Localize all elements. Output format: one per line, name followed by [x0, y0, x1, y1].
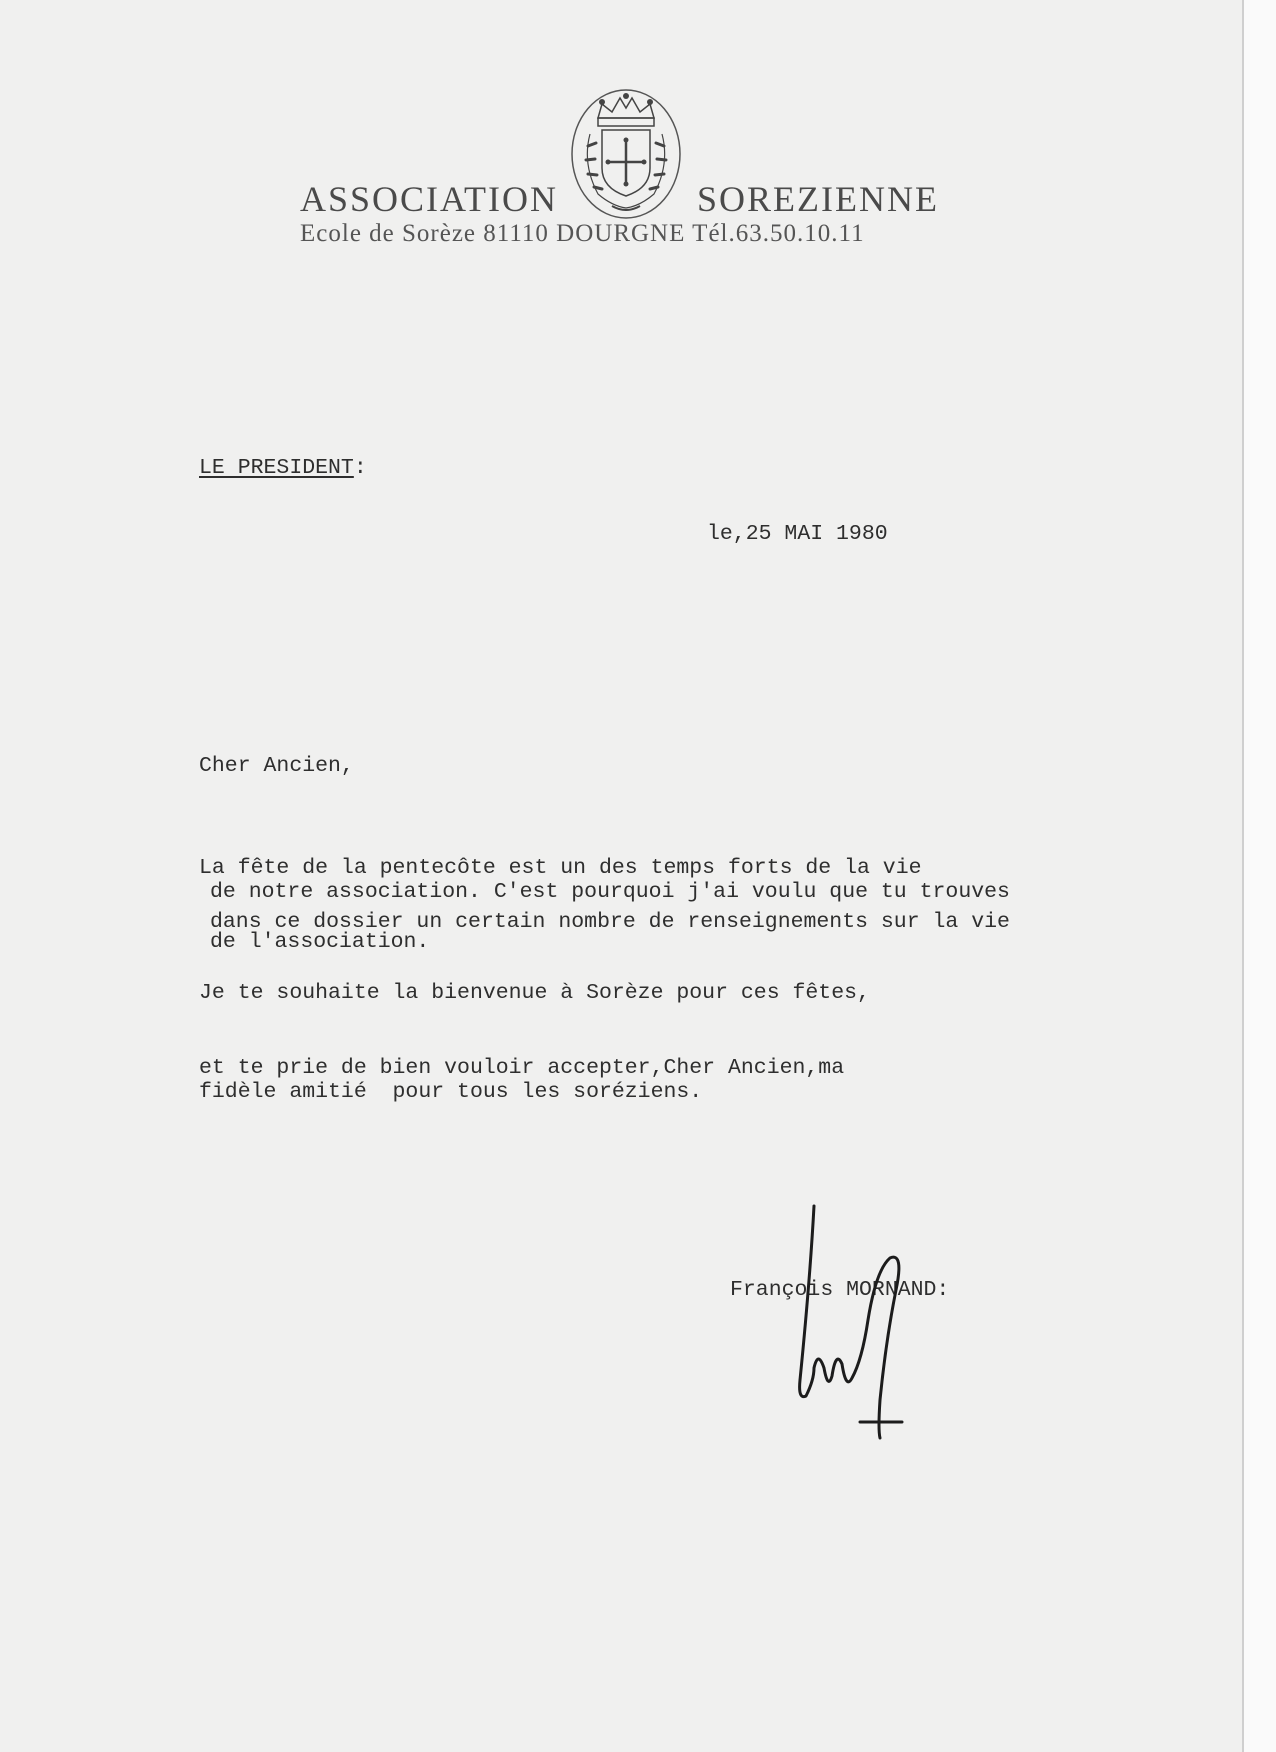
letterhead [300, 70, 960, 260]
body-paragraph-3-line-1: et te prie de bien vouloir accepter,Cher Ancien,ma [199, 1056, 845, 1080]
body-paragraph-1-line-1: La fête de la pentecôte est un des temps forts de la vie [199, 856, 922, 880]
sender-title-line [199, 458, 367, 478]
signatory-name: François MORNAND: [730, 1278, 950, 1302]
handwritten-signature [780, 1200, 930, 1440]
org-name-left: ASSOCIATION [300, 179, 559, 219]
page-edge [1244, 0, 1276, 1752]
body-paragraph-3-line-2: fidèle amitié pour tous les soréziens. [199, 1080, 703, 1104]
crest-emblem [568, 84, 684, 220]
letter-date: le,25 MAI 1980 [707, 522, 888, 546]
body-paragraph-2: Je te souhaite la bienvenue à Sorèze pour ces fêtes, [199, 981, 870, 1005]
body-paragraph-1-line-2: de notre association. C'est pourquoi j'ai voulu que tu trouves [210, 880, 1010, 904]
org-address: Ecole de Sorèze 81110 DOURGNE Tél.63.50.10.11 [300, 220, 865, 247]
org-name-right: SOREZIENNE [697, 179, 939, 219]
body-paragraph-1-line-4: de l'association. [210, 930, 430, 954]
salutation: Cher Ancien, [199, 754, 354, 778]
sender-title: LE PRESIDENT [199, 456, 354, 480]
sender-title-colon: : [353, 456, 367, 480]
body-paragraph-1-line-3: dans ce dossier un certain nombre de renseignements sur la vie [210, 910, 1010, 934]
